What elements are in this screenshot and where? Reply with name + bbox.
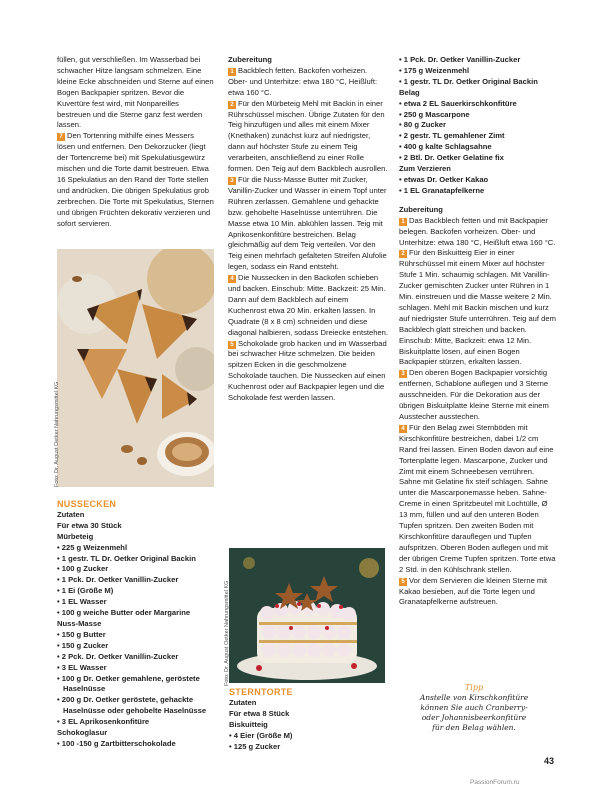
ingredient: • 1 EL Wasser	[57, 597, 217, 608]
tip-line: oder Johannisbeerkonfitüre	[421, 713, 527, 722]
paragraph	[57, 131, 214, 229]
ingredient-group: Zum Verzieren	[399, 164, 451, 174]
ingredient: • 100 g Dr. Oetker gemahlene, geröstete	[57, 674, 217, 685]
step-text: Für die Nuss-Masse Butter mit Zucker, Vanillin-Zucker und Wasser in einem Topf unter Rühren zerlassen. Gemahlene und gehackte bzw. gehobelte Haselnüsse unterrühren. Die Masse etwa 10 Min. abkühlen lassen. Teig mit Aprikosenkonfitüre bestreichen. Belag gleichmäßig auf dem Teig verteilen. Vor den Teig einen mehrfach gefalteten Streifen Alufolie legen, sodass ein Rand entsteht.	[228, 174, 387, 272]
recipe-title: STERNTORTE	[229, 687, 293, 697]
ingredient: • 125 g Zucker	[229, 742, 389, 753]
ingredient: • 1 EL Granatapfelkerne	[399, 186, 557, 197]
step-text: Für den Mürbeteig Mehl mit Backin in einer Rührschüssel mischen. Übrige Zutaten für den Teig hinzufügen und alles mit einem Mixer (Knethaken) zunächst kurz auf niedrigster, dann auf höchster Stufe zu einem Teig verarbeiten, anschließend zu einer Rolle formen. Den Teig auf dem Backblech ausrollen.	[228, 98, 388, 174]
sterntorte-ingredients-continued	[399, 55, 557, 197]
step-text: Die Nussecken in den Backofen schieben und backen. Einschub: Mitte. Backzeit: 25 Min. Dann auf dem Backblech auf einem Kuchenrost etwa 20 Min. erkalten lassen. In Quadrate (8 x 8 cm) schneiden und diese diagonal halbieren, sodass Dreiecke entstehen.	[228, 273, 388, 337]
ingredient: • 2 Btl. Dr. Oetker Gelatine fix	[399, 153, 557, 164]
step-number: 1	[228, 68, 236, 76]
ingredient-continued: Haselnüsse oder gehobelte Haselnüsse	[63, 706, 207, 716]
paragraph: füllen, gut verschließen. Im Wasserbad bei schwacher Hitze langsam schmelzen. Eine kleine Ecke abschneiden und Sterne auf einen Bogen Backpapier spritzen. Bevor die Kuvertüre fest wird, mit Nonpareilles bestreuen und die Sterne ganz fest werden lassen.	[57, 55, 214, 130]
photo-credit: Foto: Dr. August Oetker Nahrungsmittel KG	[224, 580, 230, 686]
step	[228, 339, 388, 404]
ingredient: • 2 Pck. Dr. Oetker Vanillin-Zucker	[57, 652, 217, 663]
ingredient-group: Nuss-Masse	[57, 618, 102, 628]
footer-watermark: PassionForum.ru	[470, 779, 520, 786]
step	[228, 273, 388, 338]
ingredient: • etwa 2 EL Sauerkirschkonfitüre	[399, 99, 557, 110]
step	[228, 66, 388, 99]
ingredient: • 100 g weiche Butter oder Margarine	[57, 608, 217, 619]
sterntorte-column	[399, 55, 557, 608]
ingredient: • 250 g Mascarpone	[399, 110, 557, 121]
ingredient: • 3 EL Aprikosenkonfitüre	[57, 717, 217, 728]
nussecken-preparation	[228, 55, 388, 404]
yield: Für etwa 8 Stück	[229, 708, 290, 718]
ingredient-continued: Haselnüsse	[63, 684, 106, 694]
step-text: Vor dem Servieren die kleinen Sterne mit Kakao besieben, auf die Torte legen und Granatapfelkerne aufstreuen.	[399, 575, 548, 607]
ingredient: • 1 Ei (Größe M)	[57, 586, 217, 597]
ingredient: • 80 g Zucker	[399, 120, 557, 131]
tip-box	[410, 683, 538, 733]
recipe-title: NUSSECKEN	[57, 499, 117, 509]
step-number: 4	[228, 275, 236, 283]
ingredient-group: Schokoglasur	[57, 728, 108, 738]
column-1-text	[57, 55, 214, 230]
step-text: Schokolade grob hacken und im Wasserbad bei schwacher Hitze schmelzen. Die beiden spitzen Ecken in die geschmolzene Schokolade tauchen. Die Nussecken auf einen Kuchenrost oder auf Backpapier legen und die Schokolade fest werden lassen.	[228, 338, 387, 403]
ingredient-group: Belag	[399, 87, 420, 97]
ingredient: • 150 g Zucker	[57, 641, 217, 652]
ingredient: • 1 Pck. Dr. Oetker Vanillin-Zucker	[399, 55, 557, 66]
step-number: 5	[228, 341, 236, 349]
step	[399, 576, 557, 609]
step	[399, 248, 557, 368]
step	[399, 423, 557, 576]
tip-line: können Sie auch Cranberry-	[420, 703, 528, 712]
ingredients-heading: Zutaten	[57, 509, 85, 519]
ingredient-group: Biskuitteig	[229, 719, 268, 729]
preparation-heading: Zubereitung	[228, 55, 272, 64]
nussecken-illustration	[57, 249, 214, 487]
step-text: Das Backblech fetten und mit Backpapier belegen. Backofen vorheizen. Ober- und Unterhitze: etwa 180 °C, Heißluft etwa 160 °C.	[399, 215, 556, 247]
step	[399, 368, 557, 423]
step-number: 2	[228, 101, 236, 109]
sterntorte-photo	[229, 548, 385, 683]
ingredient: • 4 Eier (Größe M)	[229, 731, 389, 742]
step	[228, 175, 388, 273]
photo-credit: Foto: Dr. August Oetker Nahrungsmittel KG	[54, 381, 60, 487]
step-number: 4	[399, 425, 407, 433]
ingredient: • 175 g Weizenmehl	[399, 66, 557, 77]
step-number: 5	[399, 578, 407, 586]
ingredient: • etwas Dr. Oetker Kakao	[399, 175, 557, 186]
step-number: 7	[57, 133, 65, 141]
step-number: 3	[228, 177, 236, 185]
ingredient: • 100 -150 g Zartbitterschokolade	[57, 739, 217, 750]
tip-line: für den Belag wählen.	[432, 723, 516, 732]
step-number: 1	[399, 218, 407, 226]
ingredient: • 100 g Zucker	[57, 564, 217, 575]
step-text: Den oberen Bogen Backpapier vorsichtig entfernen, Schablone auflegen und 3 Sterne ausschneiden. Für die Dekoration aus der übrigen Biskuitplatte kleine Sterne mit einem Ausstecher ausstechen.	[399, 368, 549, 421]
page-number: 43	[544, 756, 555, 766]
ingredient: • 3 EL Wasser	[57, 663, 217, 674]
ingredient: • 1 gestr. TL Dr. Oetker Original Backin	[399, 77, 557, 88]
ingredient: • 150 g Butter	[57, 630, 217, 641]
spacer	[399, 197, 557, 205]
yield: Für etwa 30 Stück	[57, 520, 122, 530]
step	[228, 99, 388, 175]
step-number: 2	[399, 250, 407, 258]
nussecken-ingredients	[57, 499, 217, 750]
step-text: Für den Biskuitteig Eier in einer Rührschüssel mit einem Mixer auf höchster Stufe 1 Min. schaumig schlagen. Mit Vanillin-Zucker gemischten Zucker unter Rühren in 1 Min. einstreuen und die Masse weitere 2 Min. schlagen. Mehl mit Backin mischen und kurz auf niedrigster Stufe unterrühren. Teig auf dem Backblech glatt streichen und backen. Einschub: Mitte, Backzeit: etwa 12 Min. Biskuitplatte lösen, auf einen Bogen Backpapier stürzen, erkalten lassen.	[399, 248, 556, 367]
ingredients-heading: Zutaten	[229, 697, 257, 707]
step-text: Für den Belag zwei Sternböden mit Kirschkonfitüre bestreichen, dabei 1/2 cm Rand frei lassen. Einen Boden davon auf eine Tortenplatte legen. Mascarpone, Zucker und Zimt mit einem Schneebesen verrühren. Sahne mit Gelatine fix steif schlagen. Sahne unter die Mascarponemasse heben. Sahne-Creme in einen Spritzbeutel mit Lochtülle, Ø 13 mm, füllen und auf den unteren Boden Tupfen spritzen. Den zweiten Boden mit Kirschkonfitüre darauflegen und Tupfen aufspritzen. Oberen Boden auflegen und mit der übrigen Creme Tupfen spritzen. Torte etwa 2 Std. in den Kühlschrank stellen.	[399, 422, 556, 574]
sterntorte-ingredients	[229, 687, 389, 752]
step	[399, 216, 557, 249]
ingredient: • 2 gestr. TL gemahlener Zimt	[399, 131, 557, 142]
ingredient-group: Mürbeteig	[57, 531, 94, 541]
ingredient: • 400 g kalte Schlagsahne	[399, 142, 557, 153]
ingredient: • 200 g Dr. Oetker geröstete, gehackte	[57, 695, 217, 706]
tip-line: Anstelle von Kirschkonfitüre	[419, 693, 529, 702]
ingredient: • 225 g Weizenmehl	[57, 543, 217, 554]
step-text: Backblech fetten. Backofen vorheizen. Ober- und Unterhitze: etwa 180 °C, Heißluft: etwa 160 °C.	[228, 65, 378, 97]
ingredient: • 1 Pck. Dr. Oetker Vanillin-Zucker	[57, 575, 217, 586]
nussecken-photo	[57, 249, 214, 487]
sterntorte-illustration	[229, 548, 385, 683]
ingredient: • 1 gestr. TL Dr. Oetker Original Backin	[57, 554, 217, 565]
tip-title: Tipp	[464, 683, 484, 692]
step-text: Den Tortenring mithilfe eines Messers lösen und entfernen. Den Dekorzucker (liegt der Tortencreme bei) mit Spekulatiusgewürz mischen und die Torte damit bestreuen. Etwa 16 Spekulatius an den Rand der Torte stellen und andrücken. Die übrigen Spekulatius grob zerbrechen. Die Torte mit Spekulatius, Sternen und übrigen Früchten dekorativ verzieren und sofort servieren.	[57, 131, 214, 228]
step-number: 3	[399, 370, 407, 378]
preparation-heading: Zubereitung	[399, 204, 443, 214]
